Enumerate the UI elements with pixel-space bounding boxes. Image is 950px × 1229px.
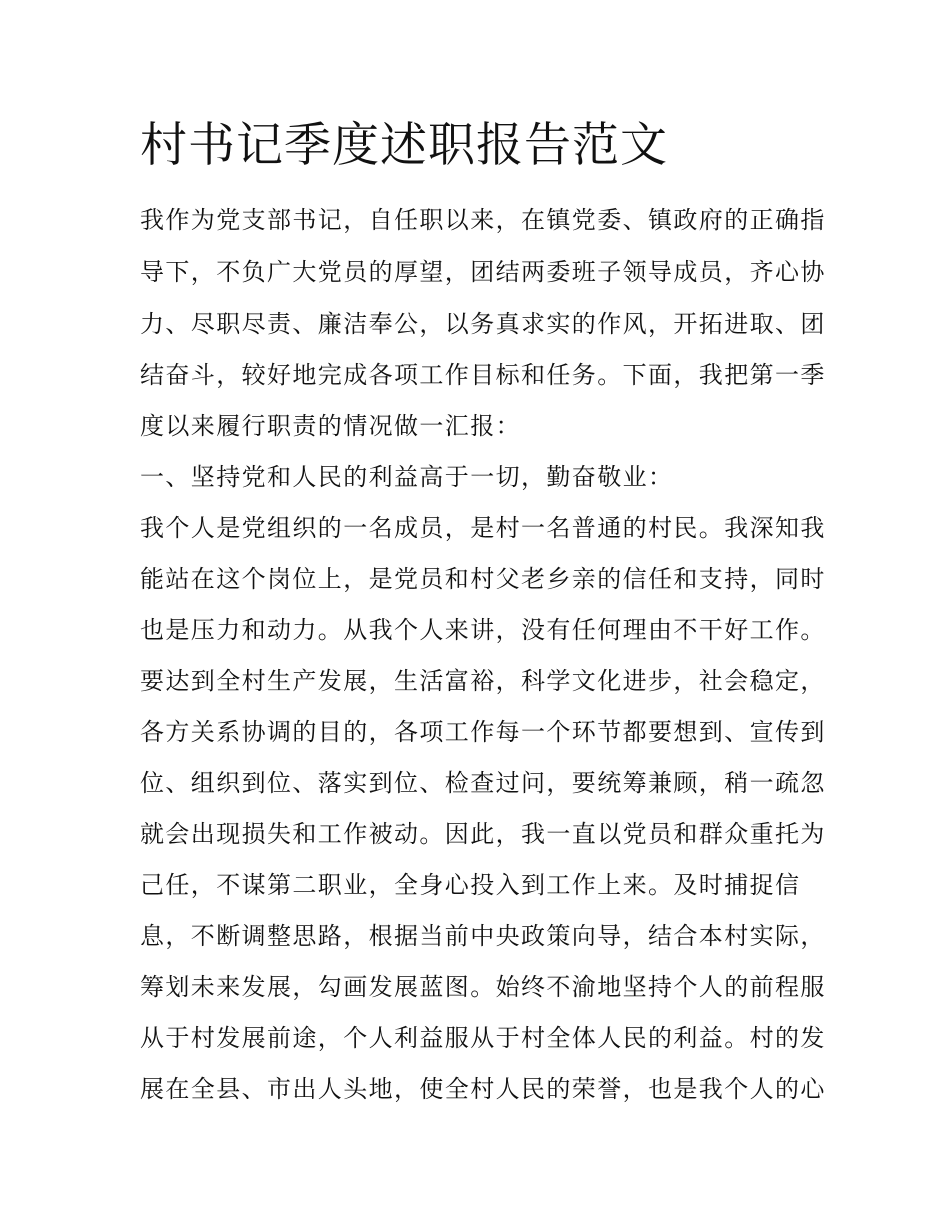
body-line: 度以来履行职责的情况做一汇报： xyxy=(140,412,521,440)
body-line: 从于村发展前途，个人利益服从于村全体人民的利益。村的发 xyxy=(140,1024,826,1052)
body-line: 己任，不谋第二职业，全身心投入到工作上来。及时捕捉信 xyxy=(140,871,801,899)
body-line: 筹划未来发展，勾画发展蓝图。始终不渝地坚持个人的前程服 xyxy=(140,973,826,1001)
body-line: 就会出现损失和工作被动。因此，我一直以党员和群众重托为 xyxy=(140,820,826,848)
body-line: 要达到全村生产发展，生活富裕，科学文化进步，社会稳定， xyxy=(140,667,826,695)
body-line: 结奋斗，较好地完成各项工作目标和任务。下面，我把第一季 xyxy=(140,361,826,389)
body-line: 也是压力和动力。从我个人来讲，没有任何理由不干好工作。 xyxy=(140,616,826,644)
body-line: 息，不断调整思路，根据当前中央政策向导，结合本村实际， xyxy=(140,922,826,950)
body-line: 导下，不负广大党员的厚望，团结两委班子领导成员，齐心协 xyxy=(140,258,826,286)
body-line: 能站在这个岗位上，是党员和村父老乡亲的信任和支持，同时 xyxy=(140,565,826,593)
body-line: 我作为党支部书记，自任职以来，在镇党委、镇政府的正确指 xyxy=(140,206,826,234)
document-title: 村书记季度述职报告范文 xyxy=(140,118,668,173)
body-line: 各方关系协调的目的，各项工作每一个环节都要想到、宣传到 xyxy=(140,718,826,746)
body-line: 展在全县、市出人头地，使全村人民的荣誉，也是我个人的心 xyxy=(140,1075,826,1103)
body-line: 我个人是党组织的一名成员，是村一名普通的村民。我深知我 xyxy=(140,514,826,542)
section-heading: 一、坚持党和人民的利益高于一切，勤奋敬业： xyxy=(140,463,674,491)
body-line: 力、尽职尽责、廉洁奉公，以务真求实的作风，开拓进取、团 xyxy=(140,310,826,338)
body-line: 位、组织到位、落实到位、检查过问，要统筹兼顾，稍一疏忽 xyxy=(140,769,826,797)
